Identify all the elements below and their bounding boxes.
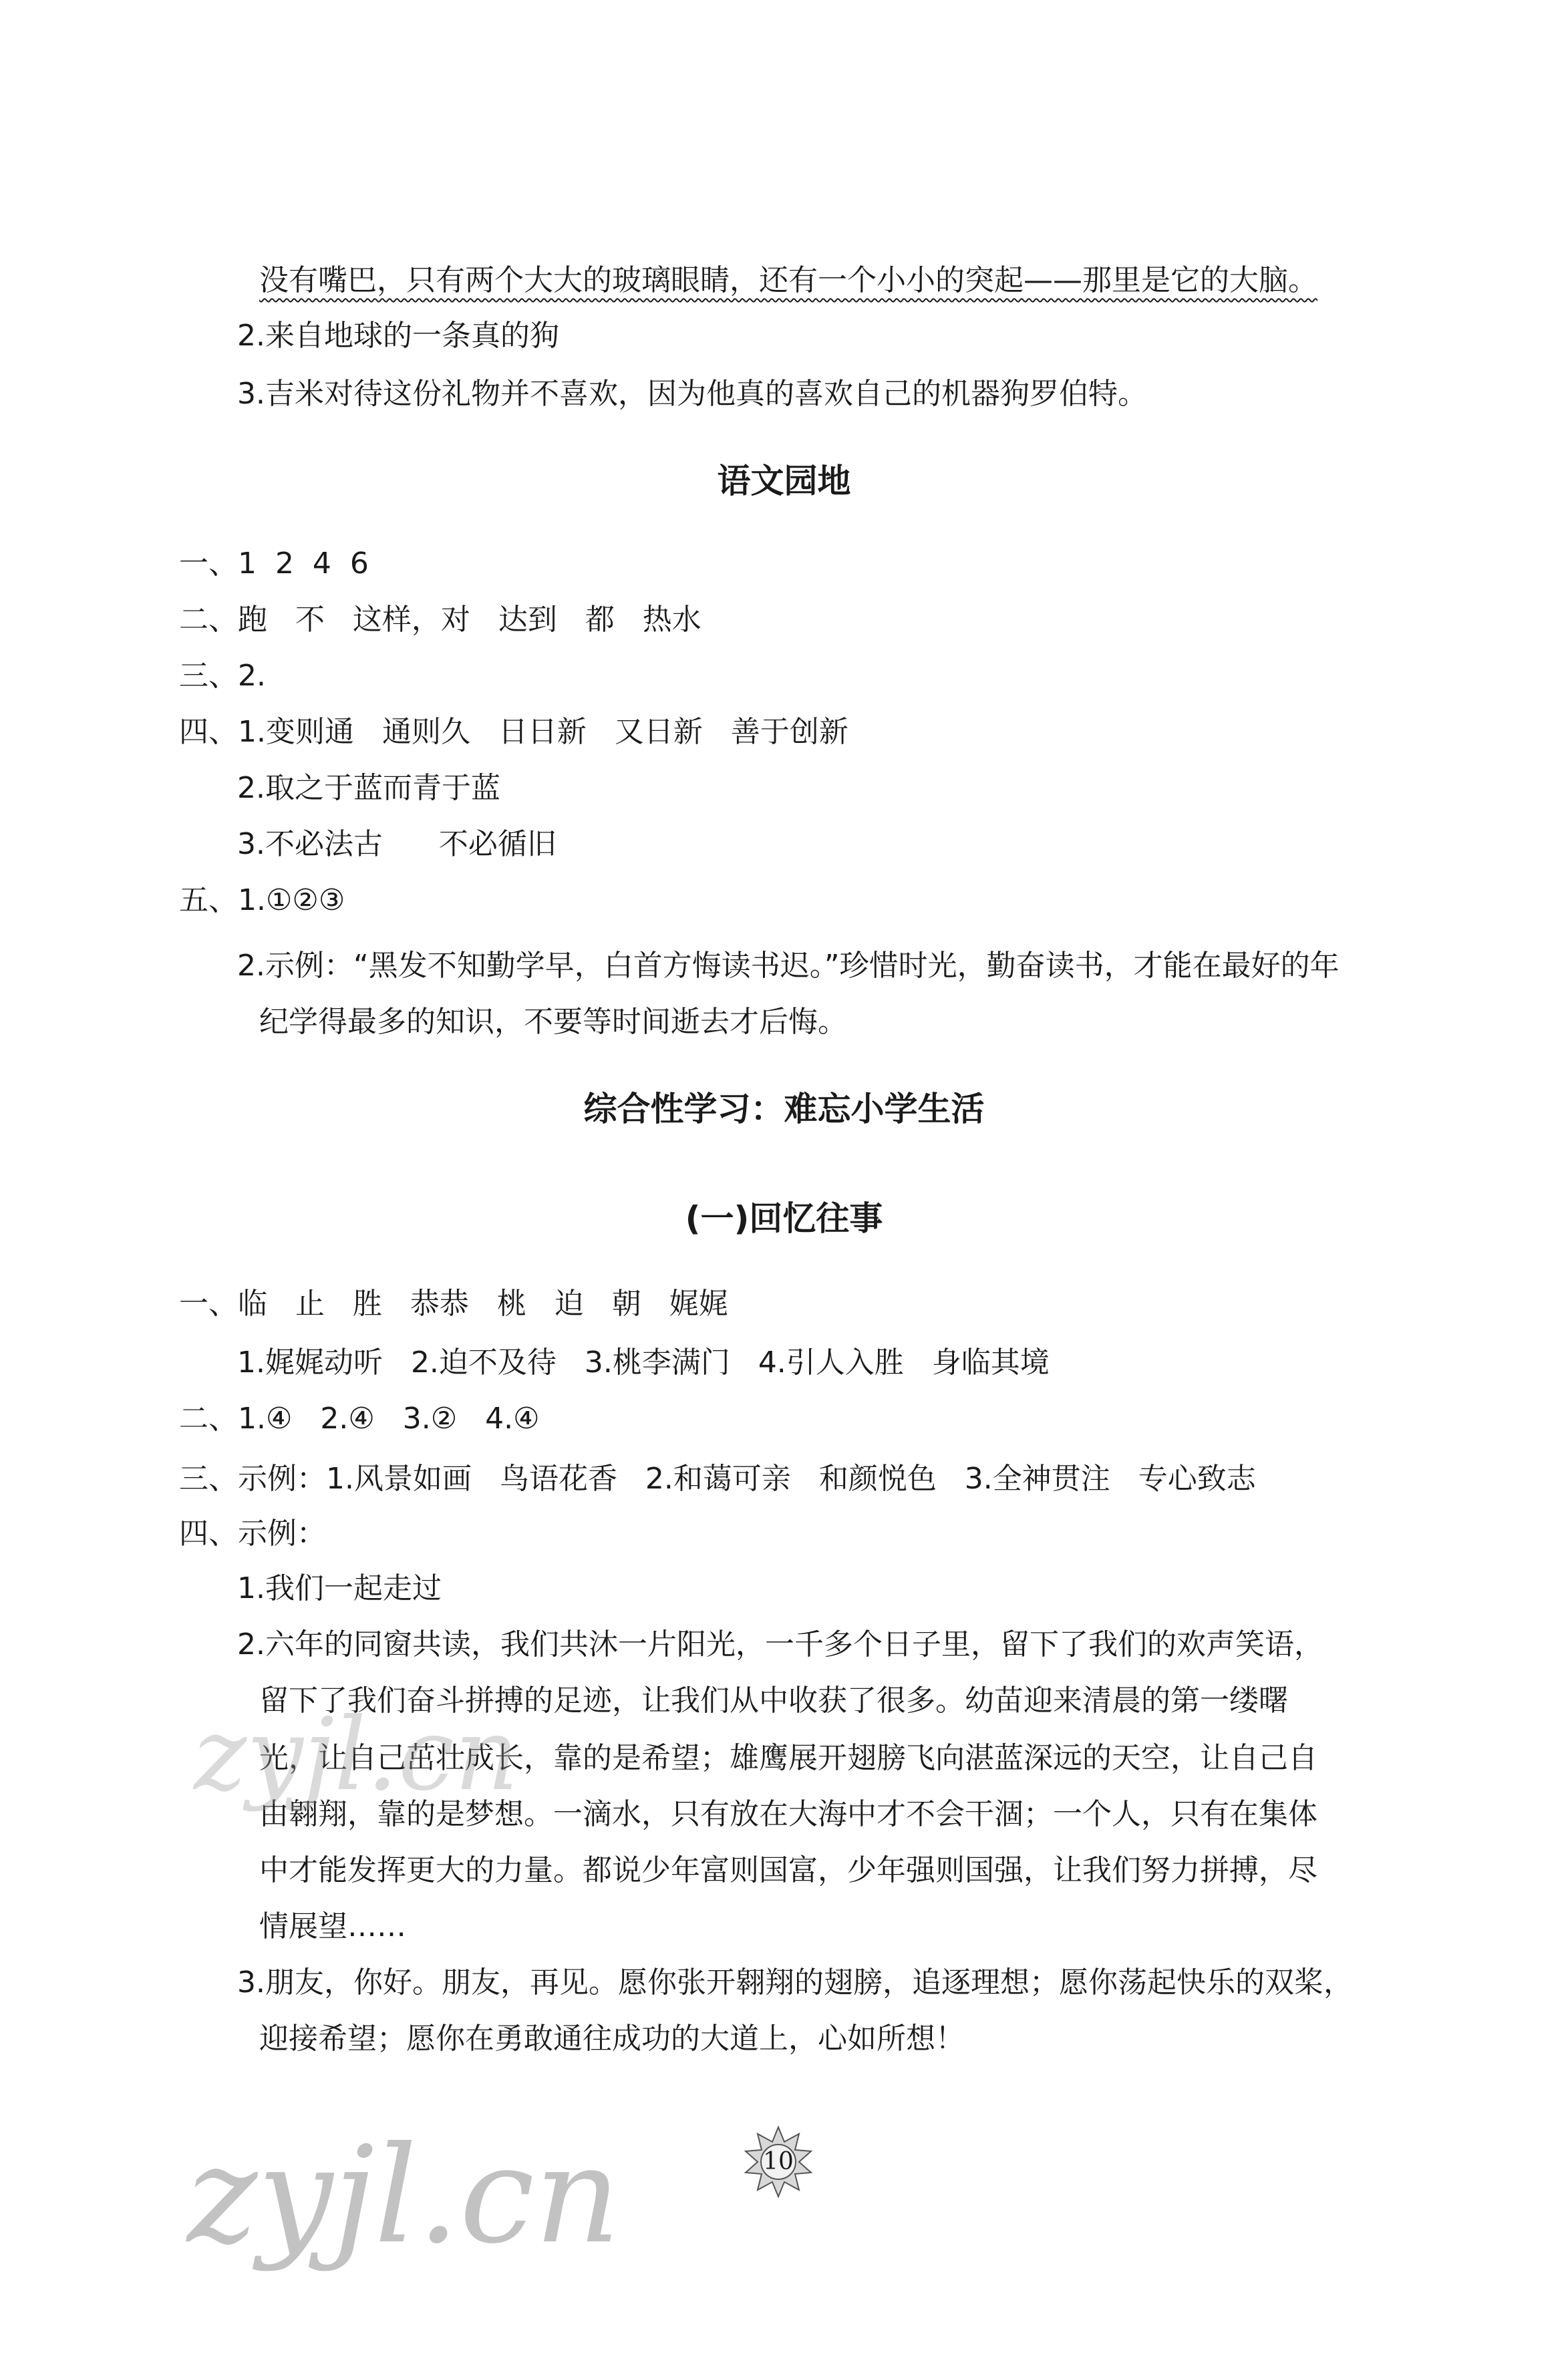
answer-line: 二、跑 不 这样，对 达到 都 热水: [179, 603, 701, 637]
answer-line: 中才能发挥更大的力量。都说少年富则国富，少年强则国强，让我们努力拼搏，尽: [259, 1853, 1317, 1887]
answer-line: 情展望……: [259, 1909, 406, 1943]
answer-line: 四、1.变则通 通则久 日日新 又日新 善于创新: [179, 715, 848, 749]
answer-line: 留下了我们奋斗拼搏的足迹，让我们从中收获了很多。幼苗迎来清晨的第一缕曙: [259, 1684, 1288, 1718]
answer-line: 2.取之于蓝而青于蓝: [237, 771, 500, 805]
answer-line-continuation: 没有嘴巴，只有两个大大的玻璃眼睛，还有一个小小的突起——那里是它的大脑。: [259, 263, 1317, 297]
answer-line: 纪学得最多的知识，不要等时间逝去才后悔。: [259, 1005, 847, 1039]
answer-line: 2.六年的同窗共读，我们共沐一片阳光，一千多个日子里，留下了我们的欢声笑语，: [237, 1627, 1323, 1662]
answer-line: 1.娓娓动听 2.迫不及待 3.桃李满门 4.引人入胜 身临其境: [237, 1346, 1050, 1380]
answer-line: 三、示例：1.风景如画 鸟语花香 2.和蔼可亲 和颜悦色 3.全神贯注 专心致志: [179, 1462, 1256, 1496]
answer-line: 由翱翔，靠的是梦想。一滴水，只有放在大海中才不会干涸；一个人，只有在集体: [259, 1797, 1317, 1831]
answer-line: 光，让自己茁壮成长，靠的是希望；雄鹰展开翅膀飞向湛蓝深远的天空，让自己自: [259, 1741, 1317, 1775]
page-number: 10: [763, 2147, 794, 2175]
page-number-badge: [742, 2124, 815, 2198]
answer-line: 1.我们一起走过: [237, 1571, 442, 1605]
section-title-zonghexing-xuexi: 综合性学习：难忘小学生活: [583, 1090, 985, 1128]
section-subtitle-huiyi-wangshi: (一)回忆往事: [685, 1199, 883, 1238]
answer-line: 二、1.④ 2.④ 3.② 4.④: [179, 1402, 540, 1436]
watermark: zyjl.cn: [187, 2118, 621, 2273]
answer-line: 一、1 2 4 6: [179, 546, 369, 581]
answer-line: 2.来自地球的一条真的狗: [237, 319, 559, 353]
section-title-yuwen-yuandi: 语文园地: [717, 462, 851, 500]
answer-line: 2.示例：“黑发不知勤学早，白首方悔读书迟。”珍惜时光，勤奋读书，才能在最好的年: [237, 949, 1340, 983]
answer-line: 3.不必法古 不必循旧: [237, 827, 557, 861]
answer-line: 四、示例：: [179, 1517, 326, 1551]
answer-line: 3.吉米对待这份礼物并不喜欢，因为他真的喜欢自己的机器狗罗伯特。: [237, 377, 1147, 411]
answer-line: 3.朋友，你好。朋友，再见。愿你张开翱翔的翅膀，追逐理想；愿你荡起快乐的双桨，: [237, 1965, 1353, 2000]
watermark: zyjl.cn: [194, 1697, 519, 1813]
answer-line: 五、1.①②③: [179, 883, 345, 917]
answer-line: 三、2.: [179, 659, 266, 693]
answer-line: 一、临 止 胜 恭恭 桃 迫 朝 娓娓: [179, 1287, 728, 1321]
answer-line: 迎接希望；愿你在勇敢通往成功的大道上，心如所想！: [259, 2022, 965, 2056]
